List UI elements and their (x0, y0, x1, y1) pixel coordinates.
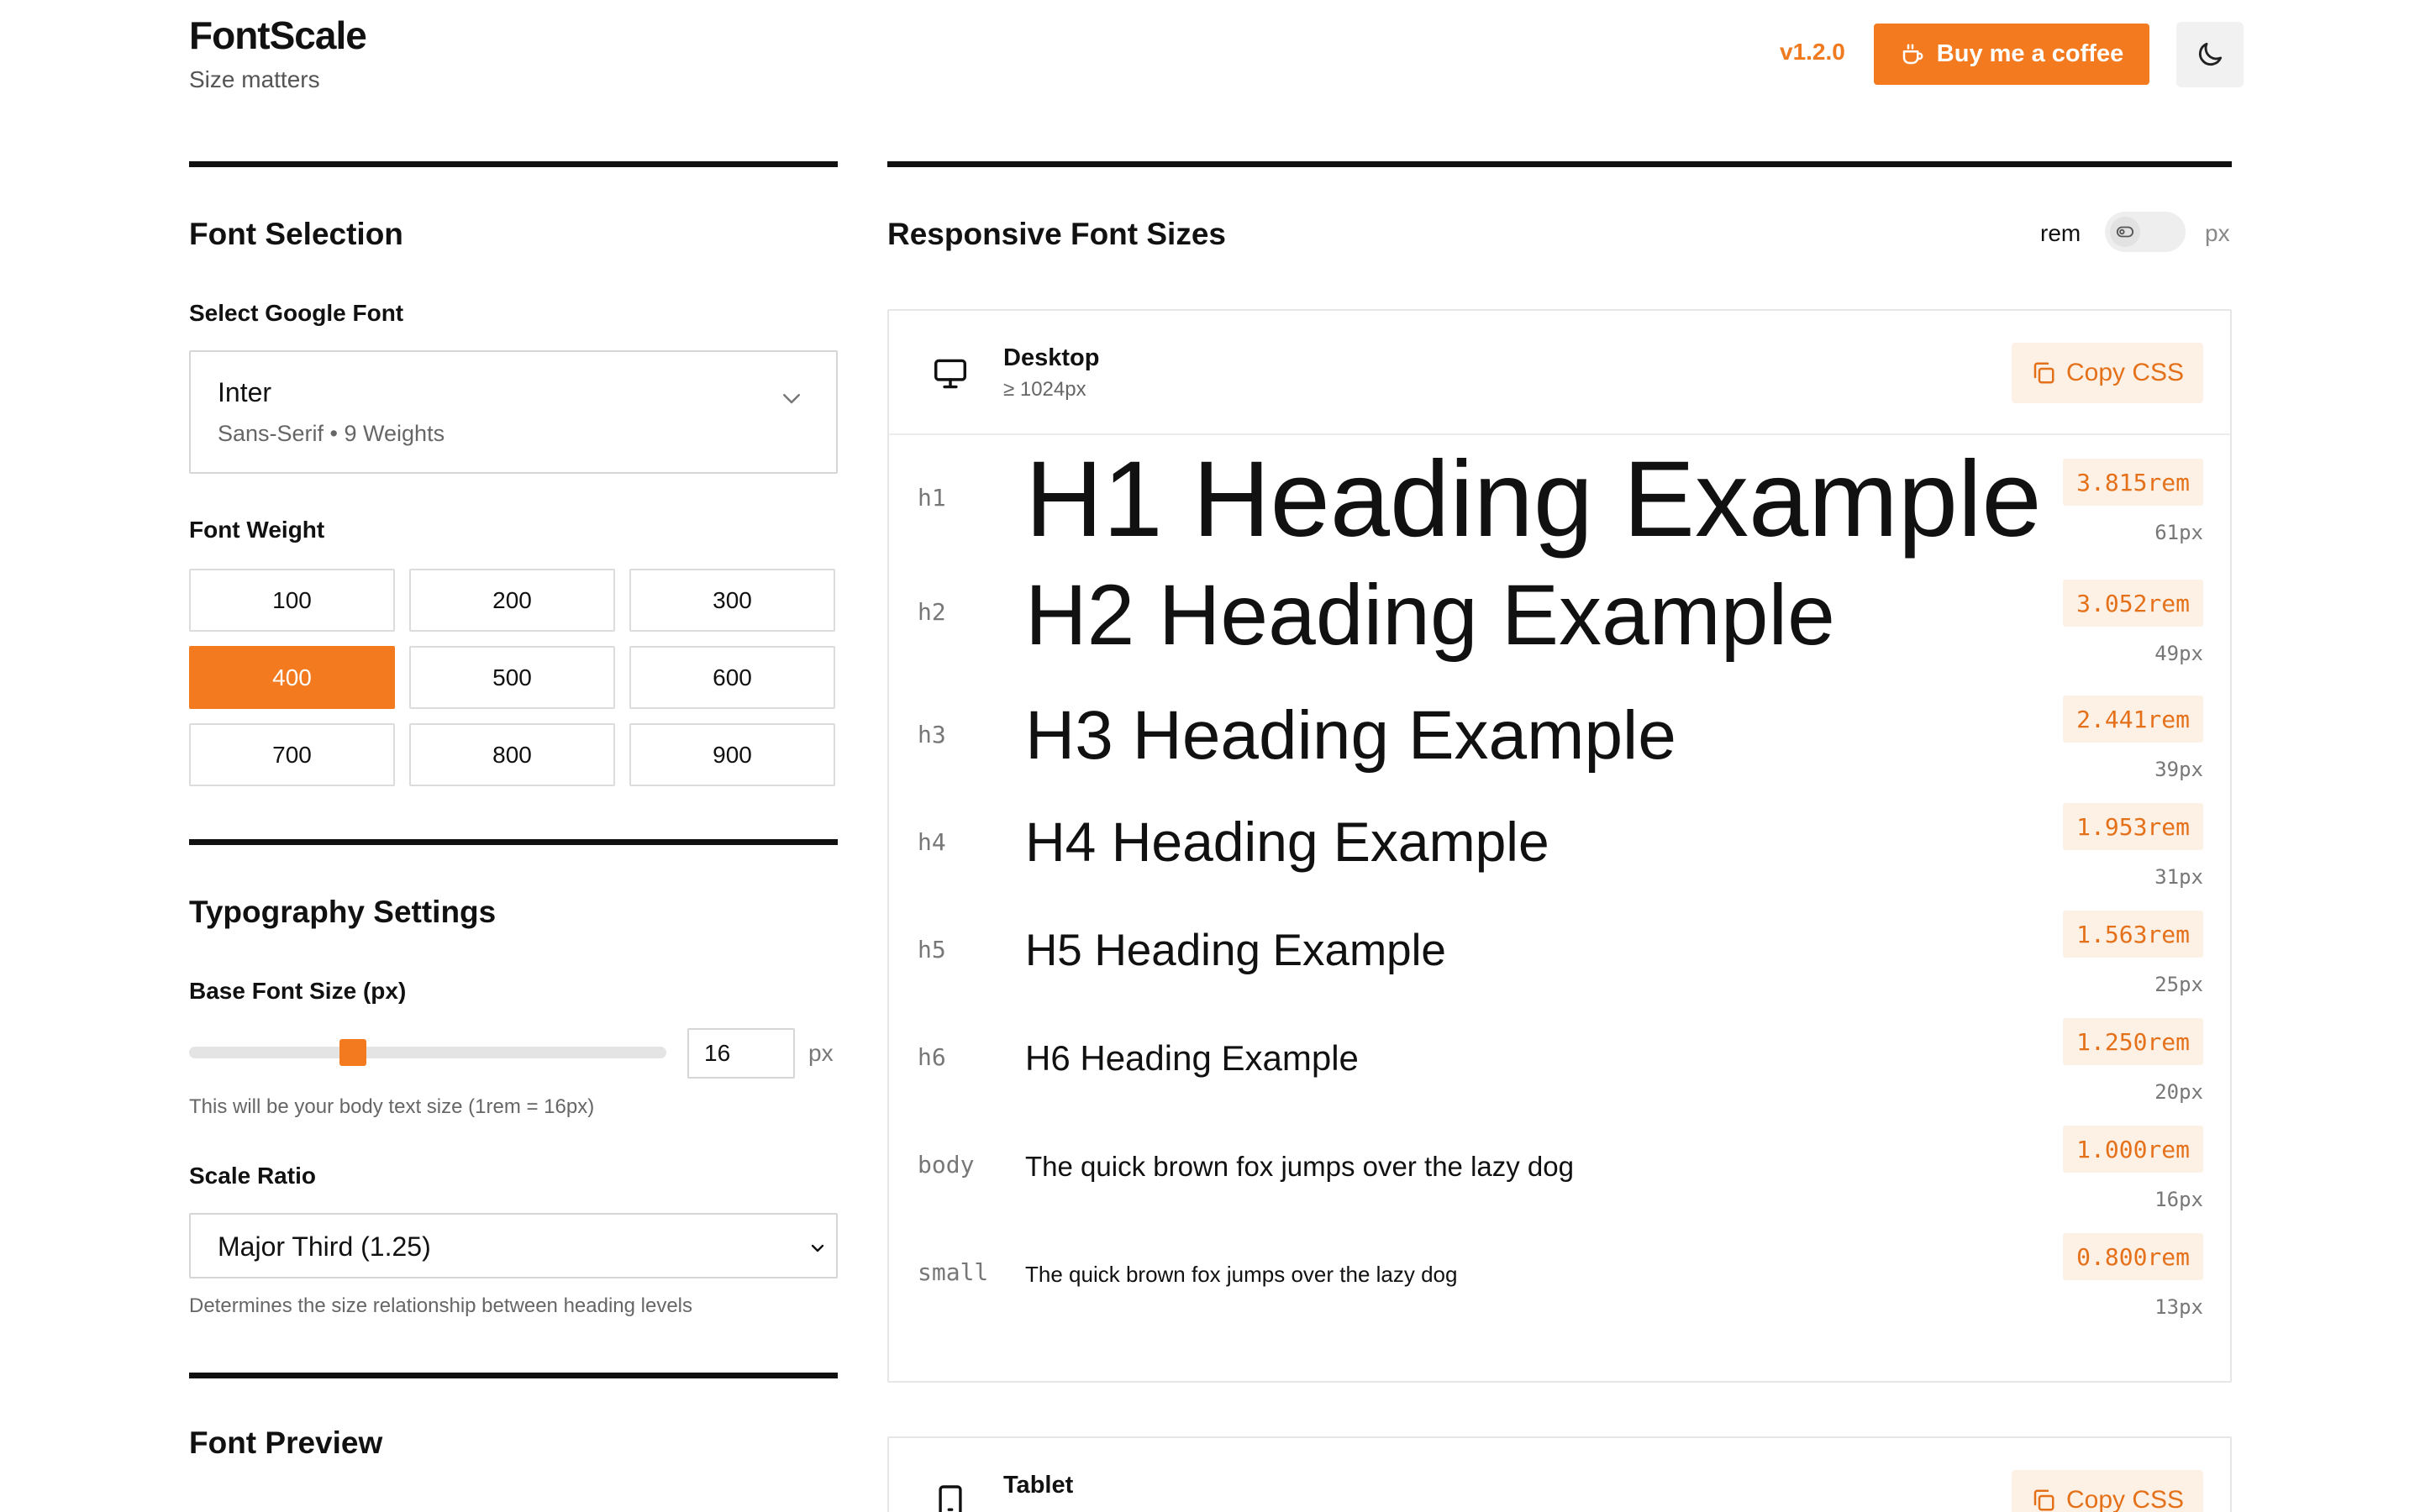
scale-ratio-select[interactable] (189, 1213, 838, 1278)
row-rem-value: 1.250rem (2063, 1018, 2203, 1065)
device-name: Desktop (1003, 344, 1100, 371)
row-tag: h4 (918, 828, 946, 856)
row-tag: h5 (918, 936, 946, 963)
coffee-cup-icon (1900, 42, 1925, 67)
weight-button[interactable]: 700 (189, 723, 395, 786)
base-font-size-label: Base Font Size (px) (189, 978, 407, 1004)
device-name: Tablet (1003, 1472, 1074, 1499)
row-px-value: 13px (2154, 1295, 2203, 1319)
section-divider (189, 1373, 838, 1378)
unit-toggle[interactable] (2105, 212, 2186, 252)
row-sample: H4 Heading Example (1025, 811, 1549, 873)
buy-coffee-label: Buy me a coffee (1936, 40, 2124, 67)
select-font-label: Select Google Font (189, 300, 404, 326)
scale-ratio-hint: Determines the size relationship between heading levels (189, 1294, 693, 1317)
row-sample: The quick brown fox jumps over the lazy dog (1025, 1262, 1458, 1287)
copy-icon (2031, 1488, 2056, 1512)
app-tagline: Size matters (189, 66, 320, 92)
row-rem-value: 0.800rem (2063, 1233, 2203, 1280)
base-size-unit: px (808, 1040, 834, 1066)
selected-font-name: Inter (218, 377, 272, 407)
responsive-sizes-title: Responsive Font Sizes (887, 217, 1226, 251)
row-tag: body (918, 1151, 975, 1179)
weight-button[interactable]: 600 (629, 646, 835, 709)
chevron-down-icon (779, 386, 804, 411)
app-title: FontScale (189, 13, 366, 57)
weight-button[interactable]: 200 (409, 569, 615, 632)
row-rem-value: 1.563rem (2063, 911, 2203, 958)
unit-px-label: px (2205, 220, 2230, 246)
row-rem-value: 3.815rem (2063, 459, 2203, 506)
theme-toggle-button[interactable] (2176, 22, 2244, 87)
google-font-select[interactable] (189, 350, 838, 474)
copy-css-button[interactable] (2012, 1470, 2203, 1512)
copy-icon (2031, 360, 2056, 386)
base-size-input[interactable]: 16 (687, 1028, 795, 1079)
row-px-value: 39px (2154, 758, 2203, 781)
chevron-down-icon (808, 1238, 828, 1258)
row-px-value: 25px (2154, 973, 2203, 996)
font-weight-label: Font Weight (189, 517, 325, 543)
row-sample: H1 Heading Example (1025, 439, 2042, 559)
row-px-value: 61px (2154, 521, 2203, 544)
row-px-value: 31px (2154, 865, 2203, 889)
section-divider (189, 839, 838, 845)
base-size-hint: This will be your body text size (1rem = 16px) (189, 1095, 595, 1118)
version-label: v1.2.0 (1780, 39, 1845, 65)
row-tag: h1 (918, 484, 946, 512)
toggle-off-icon (2116, 223, 2134, 241)
row-rem-value: 1.000rem (2063, 1126, 2203, 1173)
buy-coffee-button[interactable] (1874, 24, 2149, 85)
unit-rem-label: rem (2040, 220, 2081, 246)
moon-icon (2194, 39, 2226, 71)
row-tag: h2 (918, 598, 946, 626)
row-sample: H5 Heading Example (1025, 926, 1446, 975)
weight-button[interactable]: 800 (409, 723, 615, 786)
toggle-knob (2110, 217, 2140, 247)
row-rem-value: 3.052rem (2063, 580, 2203, 627)
copy-css-label: Copy CSS (2065, 1486, 2185, 1512)
weight-button[interactable]: 300 (629, 569, 835, 632)
row-sample: H6 Heading Example (1025, 1038, 1359, 1078)
tablet-card-header (889, 1438, 2230, 1512)
weight-button[interactable]: 500 (409, 646, 615, 709)
section-divider (887, 161, 2232, 167)
weight-button-selected[interactable]: 400 (189, 646, 395, 709)
font-selection-title: Font Selection (189, 217, 403, 251)
row-sample: H3 Heading Example (1025, 697, 1676, 774)
desktop-card-header (889, 311, 2230, 435)
typography-settings-title: Typography Settings (189, 895, 497, 929)
row-tag: h6 (918, 1043, 946, 1071)
row-px-value: 49px (2154, 642, 2203, 665)
row-sample: The quick brown fox jumps over the lazy dog (1025, 1151, 1574, 1182)
row-px-value: 16px (2154, 1188, 2203, 1211)
base-size-slider-thumb[interactable] (339, 1039, 366, 1066)
section-divider (189, 161, 838, 167)
base-size-slider-track[interactable] (189, 1047, 666, 1058)
row-sample: H2 Heading Example (1025, 567, 1835, 663)
device-range: ≥ 1024px (1003, 378, 1086, 401)
row-rem-value: 1.953rem (2063, 803, 2203, 850)
desktop-sizes-card (887, 309, 2232, 1383)
font-preview-title: Font Preview (189, 1425, 383, 1460)
row-tag: small (918, 1258, 989, 1286)
weight-button[interactable]: 900 (629, 723, 835, 786)
row-rem-value: 2.441rem (2063, 696, 2203, 743)
row-tag: h3 (918, 721, 946, 748)
weight-button[interactable]: 100 (189, 569, 395, 632)
scale-ratio-label: Scale Ratio (189, 1163, 316, 1189)
tablet-icon (936, 1483, 965, 1512)
row-px-value: 20px (2154, 1080, 2203, 1104)
copy-css-button[interactable] (2012, 343, 2203, 403)
tablet-sizes-card (887, 1436, 2232, 1512)
selected-font-meta: Sans-Serif • 9 Weights (218, 421, 445, 446)
scale-ratio-value: Major Third (1.25) (218, 1231, 431, 1262)
monitor-icon (933, 358, 968, 390)
copy-css-label: Copy CSS (2065, 359, 2185, 386)
